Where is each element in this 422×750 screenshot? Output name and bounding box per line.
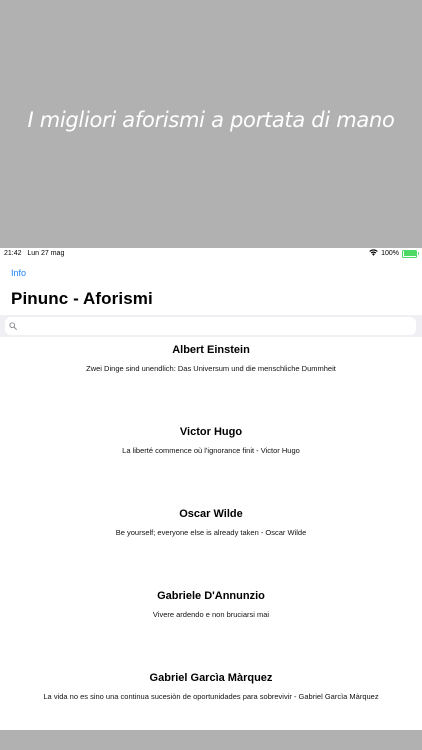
quote-author: Albert Einstein [172, 344, 250, 356]
battery-percent: 100% [381, 250, 399, 257]
info-button[interactable]: Info [11, 268, 27, 278]
list-item[interactable] [0, 337, 422, 419]
search-bar [0, 315, 422, 337]
battery-fill [404, 251, 416, 256]
battery-icon [402, 250, 417, 258]
status-date: Lun 27 mag [27, 250, 65, 257]
list-item[interactable] [0, 665, 422, 730]
search-field[interactable] [5, 317, 416, 335]
app-screen [0, 248, 422, 730]
banner-caption: I migliori aforismi a portata di mano [27, 108, 395, 132]
quote-text: Zwei Dinge sind unendlich: Das Universum und die menschliche Dummheit [86, 364, 336, 373]
status-indicators [369, 249, 417, 258]
quote-author: Victor Hugo [179, 426, 243, 438]
quote-text: Be yourself; everyone else is already taken - Oscar Wilde [115, 528, 307, 537]
quote-text: La vida no es sino una continua sucesiòn de oportunidades para sobrevivir - Gabriel Garcìa Màrquez [43, 692, 379, 701]
status-time-date [4, 250, 64, 257]
list-item[interactable] [0, 501, 422, 583]
quote-text: Vivere ardendo e non bruciarsi mai [152, 610, 270, 619]
quote-author: Gabriele D'Annunzio [157, 590, 265, 602]
status-time: 21:42 [4, 250, 22, 257]
search-input[interactable] [20, 321, 404, 332]
quote-list [0, 337, 422, 730]
quote-text: La liberté commence où l'ignorance finit - Victor Hugo [122, 446, 300, 455]
status-bar [0, 248, 422, 260]
wifi-icon [369, 249, 378, 258]
list-item[interactable] [0, 419, 422, 501]
list-item[interactable] [0, 583, 422, 665]
page-title: Pinunc - Aforismi [11, 289, 153, 308]
quote-author: Gabriel Garcìa Màrquez [149, 672, 273, 684]
quote-author: Oscar Wilde [179, 508, 243, 520]
promo-banner [0, 0, 422, 248]
search-icon [9, 322, 17, 330]
bottom-background [0, 730, 422, 750]
